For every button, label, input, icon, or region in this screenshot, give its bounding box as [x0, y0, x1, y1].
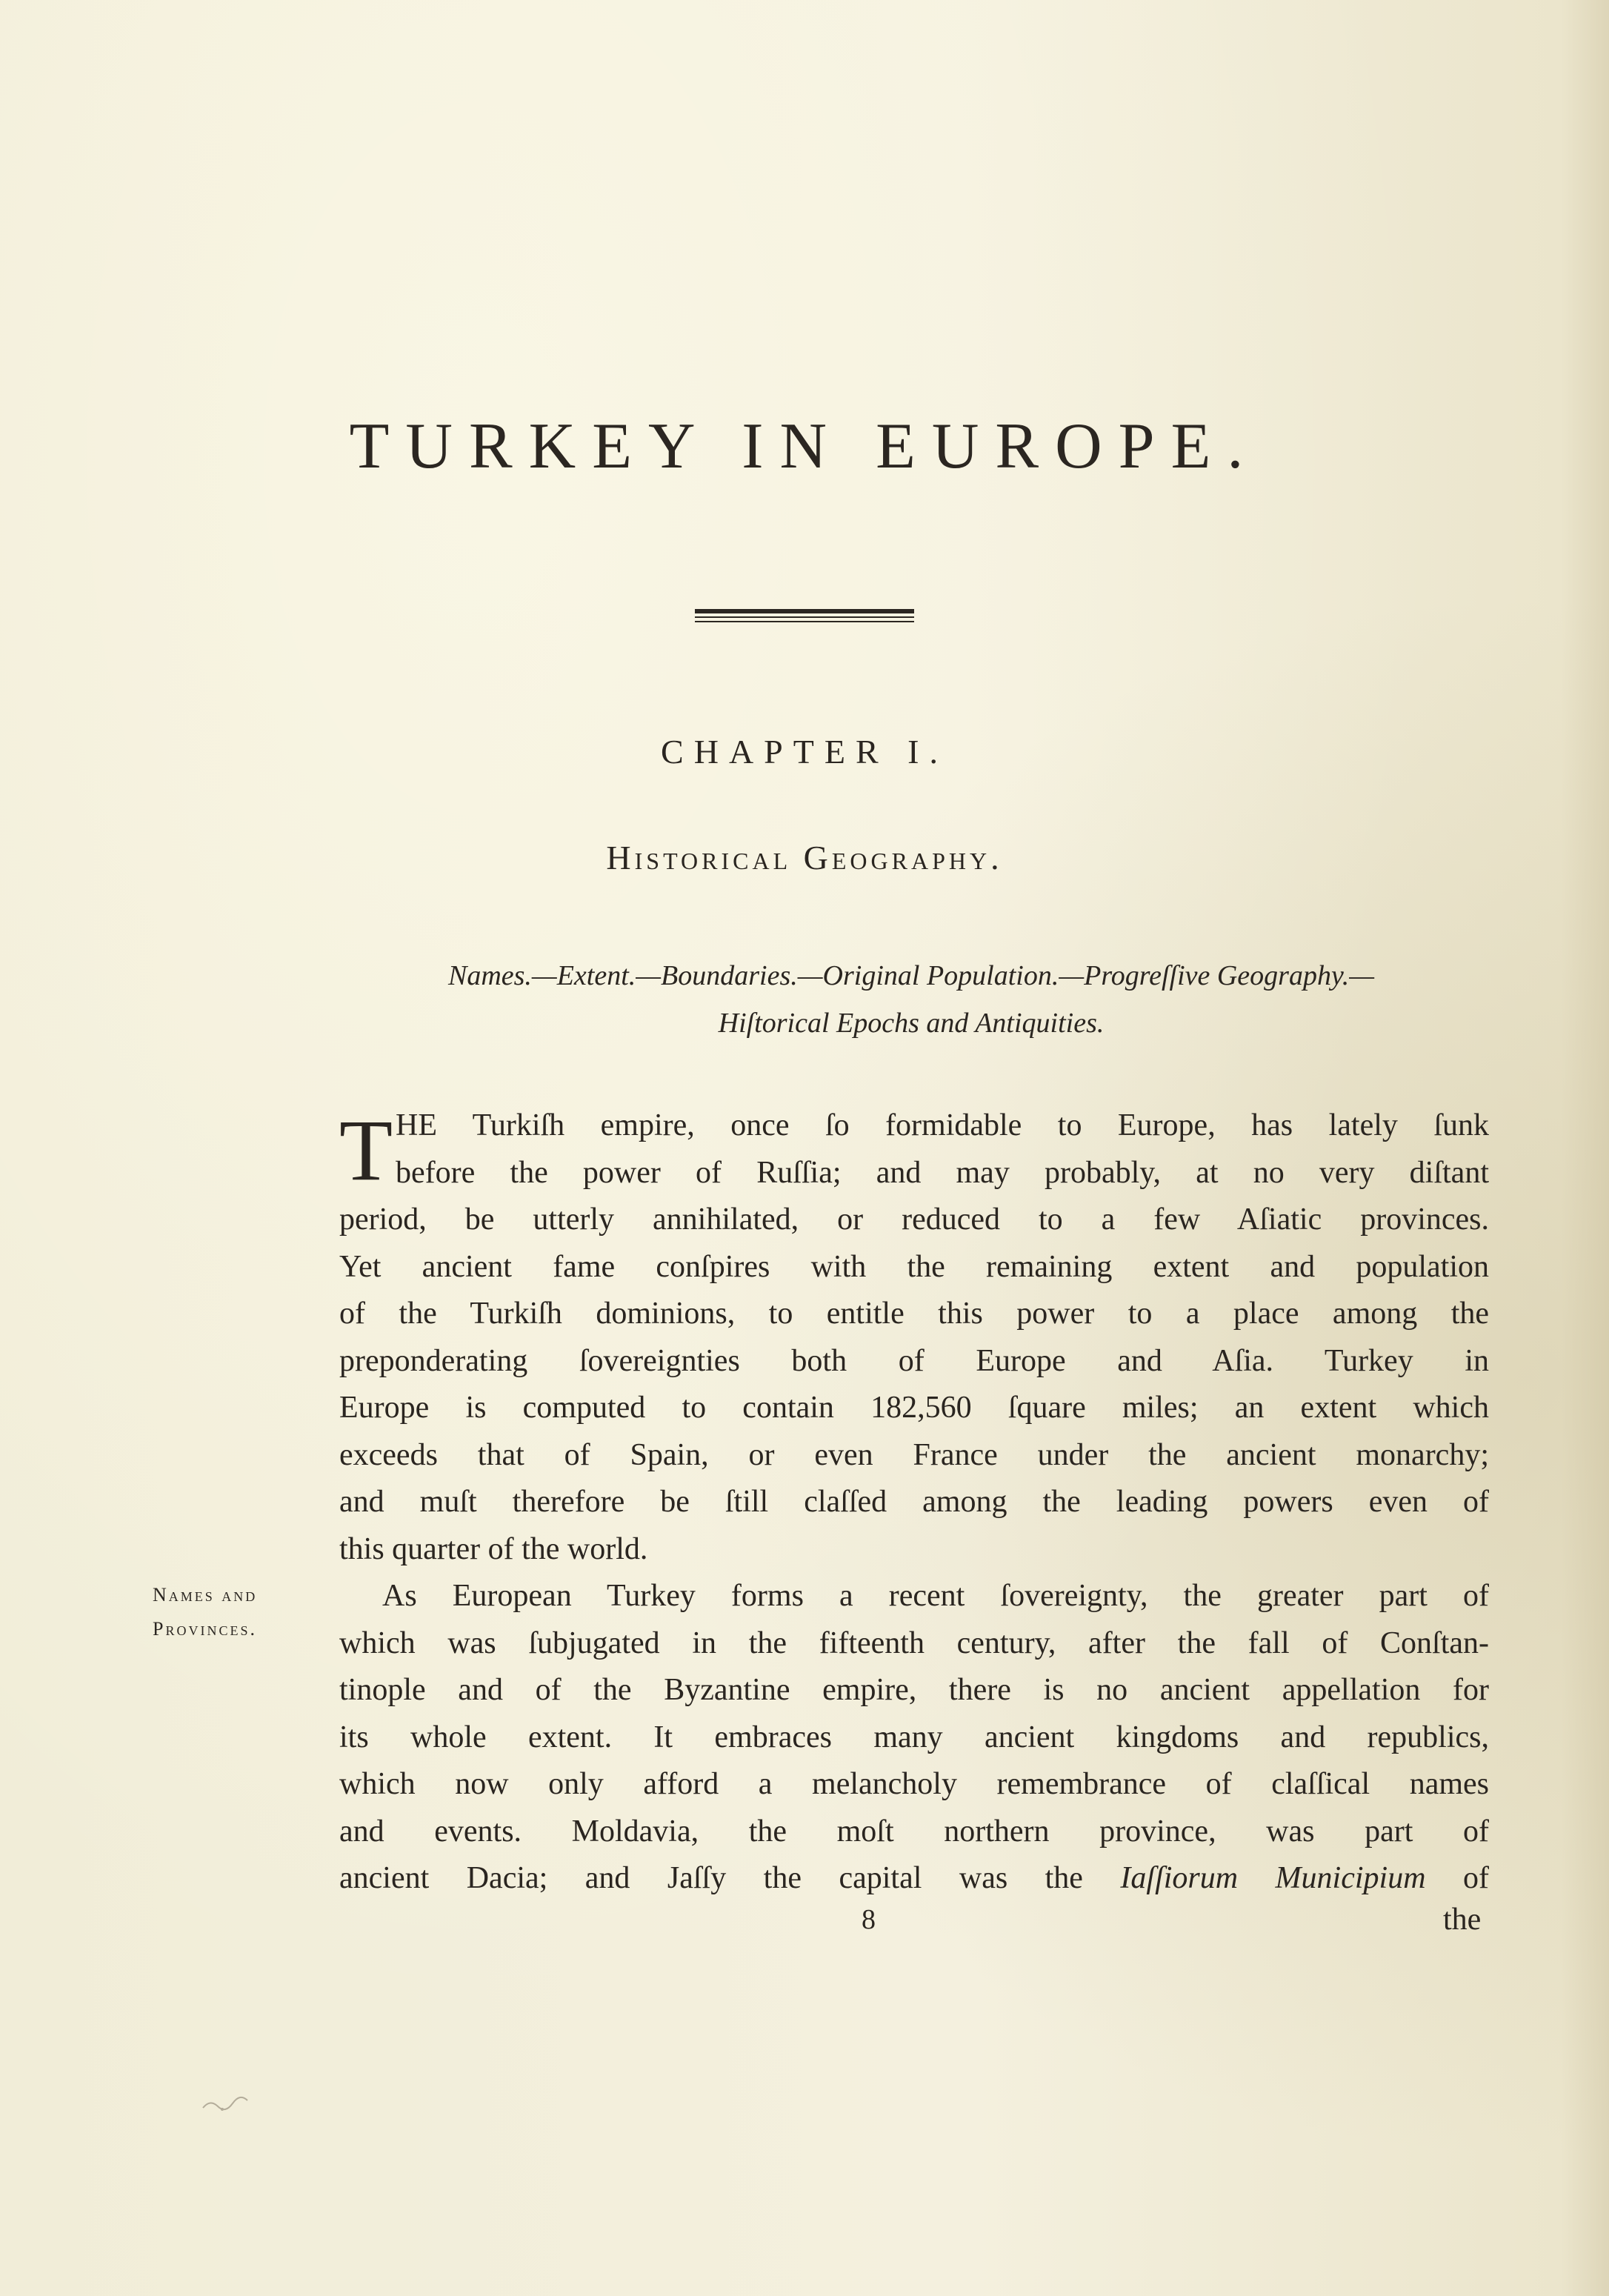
body-line: HE Turkiſh empire, once ſo formidable to Europe, has lately ſunk	[396, 1108, 1489, 1142]
title-rule-thin-2	[695, 621, 914, 622]
body-line: Europe is computed to contain 182,560 ſquare miles; an extent which	[339, 1391, 1489, 1425]
catchword: the	[1443, 1903, 1482, 1937]
last-line-italic: Iaſſiorum Municipium	[1120, 1861, 1426, 1895]
ink-smudge	[200, 2093, 252, 2115]
page-title: TURKEY IN EUROPE.	[349, 410, 1260, 482]
chapter-summary	[326, 952, 1496, 1047]
body-line: tinople and of the Byzantine empire, there is no ancient appellation for	[339, 1673, 1489, 1707]
body-line-last	[339, 1855, 1489, 1903]
body-line: exceeds that of Spain, or even France under the ancient monarchy;	[339, 1437, 1489, 1472]
body-line: its whole extent. It embraces many ancient kingdoms and republics,	[339, 1720, 1489, 1754]
body-line: As European Turkey forms a recent ſovereignty, the greater part of	[382, 1579, 1489, 1613]
body-line: this quarter of the world.	[339, 1531, 648, 1566]
last-line-prefix: ancient Dacia; and Jaſſy the capital was the	[339, 1861, 1121, 1895]
body-line: before the power of Ruſſia; and may probably, at no very diſtant	[396, 1155, 1489, 1190]
chapter-subtitle: Historical Geography.	[606, 839, 1003, 876]
drop-cap: T	[339, 1102, 393, 1199]
body-text	[339, 1102, 1489, 1903]
body-line: period, be utterly annihilated, or reduced to a few Aſiatic provinces.	[339, 1202, 1489, 1237]
body-line: and events. Moldavia, the moſt northern province, was part of	[339, 1814, 1489, 1849]
body-line: preponderating ſovereignties both of Europe and Aſia. Turkey in	[339, 1343, 1489, 1378]
signature-mark: 8	[862, 1904, 876, 1935]
body-line: and muſt therefore be ſtill claſſed among the leading powers even of	[339, 1485, 1489, 1519]
margin-note	[153, 1578, 257, 1646]
chapter-heading: CHAPTER I.	[661, 733, 948, 771]
smudge-mark	[200, 2093, 252, 2115]
title-rule	[695, 609, 914, 622]
summary-line-2: Hiſtorical Epochs and Antiquities.	[718, 1008, 1105, 1039]
body-line: which now only afford a melancholy remembrance of claſſical names	[339, 1767, 1489, 1801]
margin-note-line-1: Names and	[153, 1584, 258, 1605]
body-line: which was ſubjugated in the fifteenth century, after the fall of Conſtan-	[339, 1625, 1489, 1660]
body-line: Yet ancient fame conſpires with the remaining extent and population	[339, 1249, 1489, 1284]
body-line: of the Turkiſh dominions, to entitle this power to a place among the	[339, 1297, 1489, 1331]
last-line-suffix: of	[1425, 1861, 1489, 1895]
margin-note-line-2: Provinces.	[153, 1618, 257, 1640]
summary-line-1: Names.—Extent.—Boundaries.—Original Population.—Progreſſive Geography.—	[447, 960, 1375, 991]
